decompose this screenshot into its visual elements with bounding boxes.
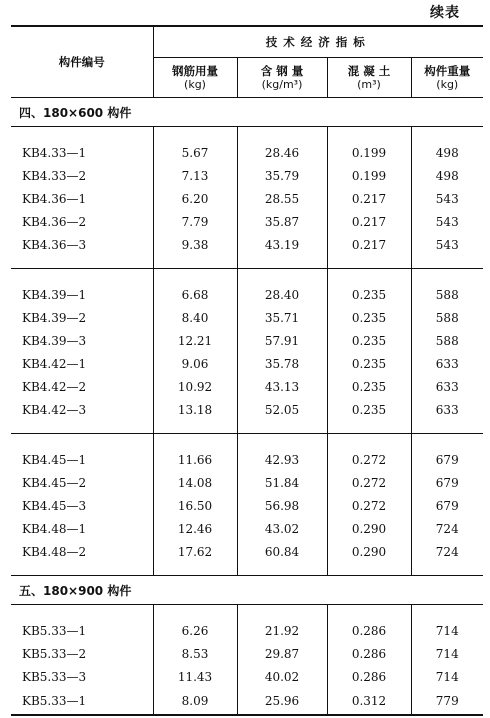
cell-code: KB4.33—2 <box>11 164 153 187</box>
spacer-cell <box>411 605 483 620</box>
cell-code: KB5.33—3 <box>11 665 153 688</box>
table-row <box>11 329 483 352</box>
cell-ratio: 43.13 <box>237 375 327 398</box>
table-row <box>11 352 483 375</box>
spacer-cell <box>153 434 237 449</box>
cell-steel: 12.21 <box>153 329 237 352</box>
cell-code: KB4.39—3 <box>11 329 153 352</box>
cell-weight: 498 <box>435 168 459 183</box>
spacer-cell <box>11 434 153 449</box>
cell-steel: 8.53 <box>153 642 237 665</box>
cell-weight: 724 <box>435 544 459 559</box>
cell-concrete: 0.235 <box>327 283 411 306</box>
cell-weight: 633 <box>435 402 459 417</box>
cell-ratio: 25.96 <box>237 688 327 715</box>
cell-weight: 498 <box>435 145 459 160</box>
cell-weight: 714 <box>435 646 459 661</box>
table-row <box>11 665 483 688</box>
cell-code: KB4.36—2 <box>11 210 153 233</box>
cell-weight: 679 <box>435 475 459 490</box>
table-row <box>11 141 483 164</box>
spacer-cell <box>411 269 483 284</box>
spacer-cell <box>411 127 483 142</box>
cell-code: KB4.48—2 <box>11 540 153 563</box>
cell-weight: 779 <box>411 688 483 715</box>
table-row <box>11 688 483 715</box>
cell-ratio: 60.84 <box>237 540 327 563</box>
table-row <box>11 375 483 398</box>
cell-weight: 724 <box>435 521 459 536</box>
spacer-cell <box>237 269 327 284</box>
header-steel-unit: (kg) <box>184 77 206 91</box>
spacer-cell <box>327 256 411 269</box>
cell-concrete: 0.199 <box>327 141 411 164</box>
cell-concrete: 0.272 <box>327 448 411 471</box>
cell-weight: 543 <box>435 214 459 229</box>
cell-ratio: 56.98 <box>237 494 327 517</box>
cell-weight: 543 <box>435 191 459 206</box>
spacer-cell <box>327 563 411 576</box>
spacer-row <box>11 563 483 576</box>
header-concrete-label: 混 凝 土 <box>347 63 391 78</box>
table-row <box>11 642 483 665</box>
spacer-cell <box>411 434 483 449</box>
cell-steel: 7.79 <box>153 210 237 233</box>
cell-steel: 8.40 <box>153 306 237 329</box>
cell-concrete: 0.286 <box>327 665 411 688</box>
spacer-row <box>11 605 483 620</box>
spacer-cell <box>327 434 411 449</box>
cell-ratio: 28.46 <box>237 141 327 164</box>
cell-ratio: 43.02 <box>237 517 327 540</box>
spacer-cell <box>11 563 153 576</box>
section-row <box>11 98 483 127</box>
cell-code: KB4.42—2 <box>11 375 153 398</box>
spacer-cell <box>153 269 237 284</box>
cell-ratio: 35.87 <box>237 210 327 233</box>
table-header <box>11 26 483 98</box>
cell-steel: 5.67 <box>153 141 237 164</box>
cell-ratio: 21.92 <box>237 619 327 642</box>
header-concrete <box>327 58 411 98</box>
section-title: 五、180×900 构件 <box>11 576 483 605</box>
cell-code: KB4.45—1 <box>11 448 153 471</box>
cell-concrete: 0.235 <box>327 306 411 329</box>
spacer-cell <box>11 269 153 284</box>
spacer-cell <box>237 256 327 269</box>
spacer-cell <box>327 127 411 142</box>
spacer-cell <box>237 434 327 449</box>
table-row <box>11 540 483 563</box>
cell-code: KB4.42—1 <box>11 352 153 375</box>
cell-weight: 714 <box>435 623 459 638</box>
header-steel <box>153 58 237 98</box>
cell-code: KB5.33—1 <box>11 688 153 715</box>
spacer-cell <box>11 256 153 269</box>
spacer-row <box>11 256 483 269</box>
cell-steel: 17.62 <box>153 540 237 563</box>
cell-ratio: 52.05 <box>237 398 327 421</box>
header-steel-label: 钢筋用量 <box>172 63 218 78</box>
cell-weight: 588 <box>435 333 459 348</box>
spacer-row <box>11 127 483 142</box>
cell-ratio: 35.71 <box>237 306 327 329</box>
cell-ratio: 28.55 <box>237 187 327 210</box>
cell-steel: 8.09 <box>153 688 237 715</box>
table-row <box>11 398 483 421</box>
spacer-cell <box>327 421 411 434</box>
cell-weight: 588 <box>435 287 459 302</box>
continued-label: 续表 <box>430 5 460 21</box>
cell-ratio: 35.79 <box>237 164 327 187</box>
cell-weight: 679 <box>435 452 459 467</box>
cell-steel: 10.92 <box>153 375 237 398</box>
spacer-row <box>11 434 483 449</box>
cell-concrete: 0.272 <box>327 494 411 517</box>
spacer-cell <box>153 563 237 576</box>
cell-concrete: 0.290 <box>327 540 411 563</box>
spacer-cell <box>11 127 153 142</box>
cell-steel: 6.26 <box>153 619 237 642</box>
cell-ratio: 43.19 <box>237 233 327 256</box>
cell-code: KB4.39—2 <box>11 306 153 329</box>
cell-concrete: 0.235 <box>327 375 411 398</box>
spacer-cell <box>411 256 483 269</box>
cell-steel: 6.68 <box>153 283 237 306</box>
table-row <box>11 306 483 329</box>
cell-ratio: 29.87 <box>237 642 327 665</box>
cell-ratio: 42.93 <box>237 448 327 471</box>
cell-concrete: 0.286 <box>327 619 411 642</box>
cell-concrete: 0.235 <box>327 329 411 352</box>
table-row <box>11 164 483 187</box>
cell-code: KB4.33—1 <box>11 141 153 164</box>
cell-code: KB4.42—3 <box>11 398 153 421</box>
spacer-cell <box>237 563 327 576</box>
table-row <box>11 619 483 642</box>
table-row <box>11 233 483 256</box>
cell-ratio: 35.78 <box>237 352 327 375</box>
cell-ratio: 51.84 <box>237 471 327 494</box>
cell-steel: 7.13 <box>153 164 237 187</box>
table-row <box>11 210 483 233</box>
cell-weight: 714 <box>435 669 459 684</box>
cell-code: KB4.39—1 <box>11 283 153 306</box>
cell-concrete: 0.235 <box>327 352 411 375</box>
section-title: 四、180×600 构件 <box>11 98 483 127</box>
spacer-cell <box>237 421 327 434</box>
cell-steel: 12.46 <box>153 517 237 540</box>
cell-ratio: 57.91 <box>237 329 327 352</box>
table-row <box>11 517 483 540</box>
cell-steel: 16.50 <box>153 494 237 517</box>
cell-code: KB4.36—1 <box>11 187 153 210</box>
cell-concrete: 0.235 <box>327 398 411 421</box>
spacer-cell <box>11 421 153 434</box>
cell-steel: 9.06 <box>153 352 237 375</box>
cell-code: KB4.45—2 <box>11 471 153 494</box>
header-ratio <box>237 58 327 98</box>
cell-concrete: 0.312 <box>327 688 411 715</box>
spec-table <box>11 25 483 716</box>
cell-weight: 588 <box>435 310 459 325</box>
header-weight <box>411 58 483 98</box>
header-ratio-unit: (kg/m³) <box>261 77 303 91</box>
spacer-cell <box>411 563 483 576</box>
spacer-row <box>11 421 483 434</box>
section-row <box>11 576 483 605</box>
cell-steel: 11.43 <box>153 665 237 688</box>
spacer-cell <box>11 605 153 620</box>
spacer-cell <box>237 127 327 142</box>
cell-concrete: 0.217 <box>327 210 411 233</box>
header-code: 构件编号 <box>11 26 153 98</box>
cell-concrete: 0.290 <box>327 517 411 540</box>
spacer-cell <box>153 256 237 269</box>
cell-concrete: 0.217 <box>327 233 411 256</box>
spacer-cell <box>153 421 237 434</box>
cell-steel: 9.38 <box>153 233 237 256</box>
cell-code: KB4.36—3 <box>11 233 153 256</box>
header-weight-label: 构件重量 <box>424 63 471 78</box>
header-group: 技术经济指标 <box>153 26 483 58</box>
header-concrete-unit: (m³) <box>357 77 381 91</box>
table-row <box>11 494 483 517</box>
cell-weight: 543 <box>435 237 459 252</box>
cell-steel: 6.20 <box>153 187 237 210</box>
table-row <box>11 187 483 210</box>
spacer-cell <box>327 605 411 620</box>
cell-concrete: 0.286 <box>327 642 411 665</box>
cell-ratio: 28.40 <box>237 283 327 306</box>
spacer-cell <box>237 605 327 620</box>
spacer-cell <box>153 605 237 620</box>
header-weight-unit: (kg) <box>436 77 459 91</box>
table-row <box>11 471 483 494</box>
cell-code: KB5.33—1 <box>11 619 153 642</box>
cell-concrete: 0.199 <box>327 164 411 187</box>
spacer-cell <box>153 127 237 142</box>
cell-code: KB4.48—1 <box>11 517 153 540</box>
cell-steel: 13.18 <box>153 398 237 421</box>
cell-ratio: 40.02 <box>237 665 327 688</box>
cell-concrete: 0.272 <box>327 471 411 494</box>
cell-concrete: 0.217 <box>327 187 411 210</box>
spacer-row <box>11 269 483 284</box>
cell-weight: 633 <box>435 356 459 371</box>
cell-code: KB5.33—2 <box>11 642 153 665</box>
cell-steel: 11.66 <box>153 448 237 471</box>
spacer-cell <box>411 421 483 434</box>
table-row <box>11 448 483 471</box>
cell-steel: 14.08 <box>153 471 237 494</box>
cell-weight: 633 <box>435 379 459 394</box>
cell-code: KB4.45—3 <box>11 494 153 517</box>
table-body <box>11 98 483 716</box>
table-row <box>11 283 483 306</box>
spacer-cell <box>327 269 411 284</box>
cell-weight: 679 <box>435 498 459 513</box>
header-ratio-label: 含 钢 量 <box>260 63 304 78</box>
